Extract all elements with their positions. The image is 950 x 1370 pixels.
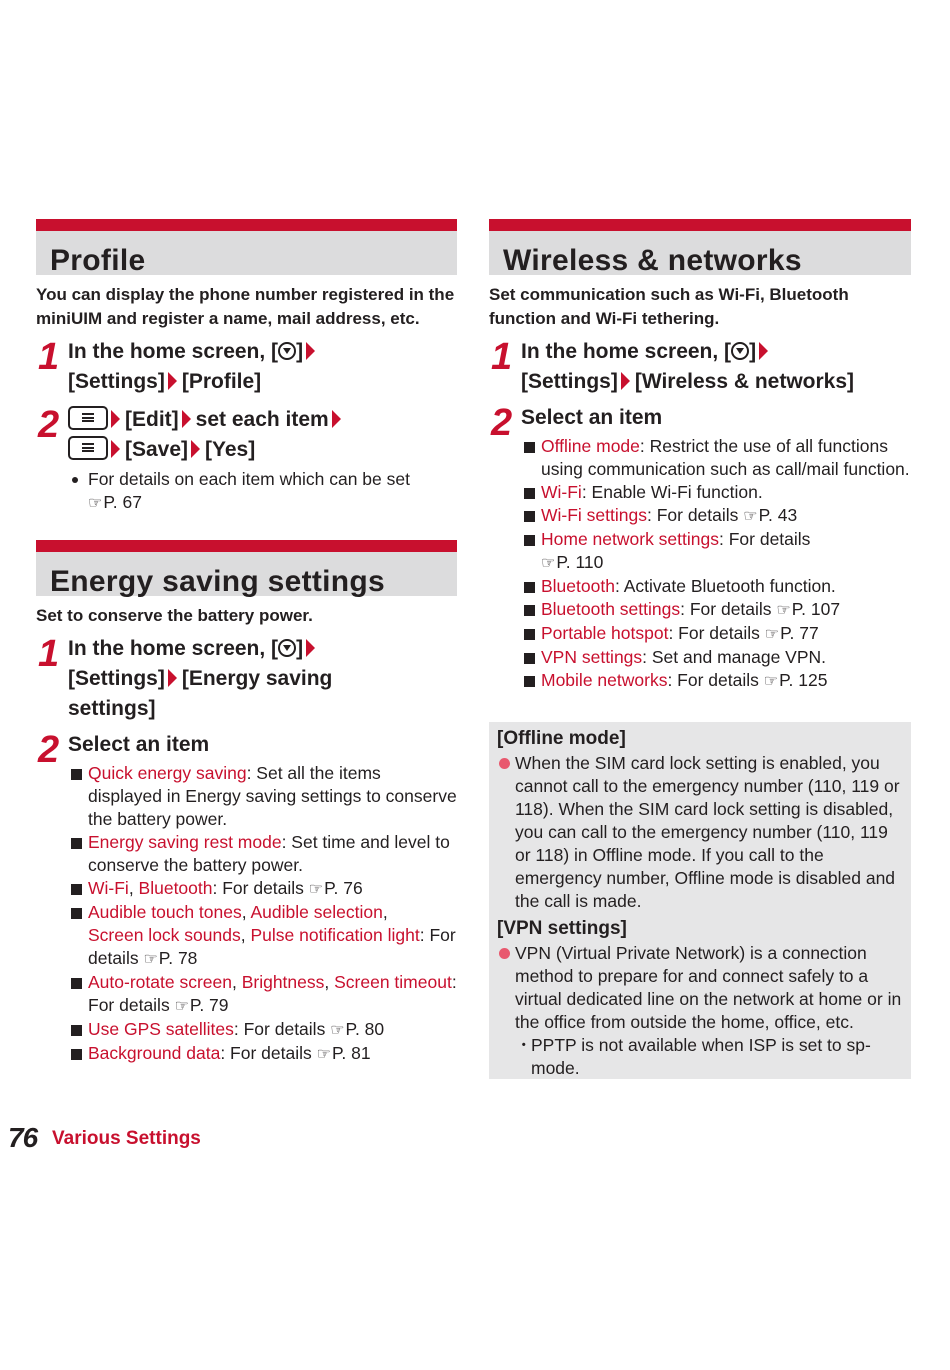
bullet-icon <box>499 948 510 959</box>
list-item: Background data: For details ☞P. 81 <box>68 1042 457 1066</box>
step-text: set each item <box>195 408 329 431</box>
step-text: [Settings] <box>68 370 165 393</box>
list-item: Use GPS satellites: For details ☞P. 80 <box>68 1018 457 1042</box>
wireless-step-1 <box>489 337 911 397</box>
arrow-icon <box>332 410 341 428</box>
arrow-icon <box>306 639 315 657</box>
profile-note: For details on each item which can be set ☞P. 67 <box>68 468 457 515</box>
wireless-intro: Set communication such as Wi-Fi, Bluetooth function and Wi-Fi tethering. <box>489 285 849 328</box>
step-text: Select an item <box>521 406 663 429</box>
arrow-icon <box>182 410 191 428</box>
square-bullet-icon <box>71 978 82 989</box>
profile-title: Profile <box>50 244 146 277</box>
list-item: Quick energy saving: Set all the items displayed in Energy saving settings to conserve the battery power. <box>68 762 457 831</box>
reference-icon: ☞ <box>763 673 779 690</box>
profile-intro: You can display the phone number registered in the miniUIM and register a name, mail address, etc. <box>36 285 455 328</box>
page-reference: P. 67 <box>103 492 142 512</box>
arrow-icon <box>621 372 630 390</box>
wireless-section-header <box>489 219 911 275</box>
menu-key-icon <box>68 436 108 460</box>
step-text: [Save] <box>125 438 189 461</box>
step-text: ] <box>296 340 304 363</box>
reference-icon: ☞ <box>330 1022 345 1039</box>
step-text: In the home screen, [ <box>68 637 279 660</box>
list-item: Mobile networks: For details ☞P. 125 <box>521 669 911 693</box>
arrow-icon <box>306 342 315 360</box>
list-item: Wi-Fi: Enable Wi-Fi function. <box>521 481 911 504</box>
reference-icon: ☞ <box>541 555 556 572</box>
square-bullet-icon <box>524 605 535 616</box>
menu-key-icon <box>68 406 108 430</box>
reference-icon: ☞ <box>308 881 324 898</box>
list-item: Bluetooth: Activate Bluetooth function. <box>521 575 911 598</box>
step-text: In the home screen, [ <box>521 340 732 363</box>
energy-intro: Set to conserve the battery power. <box>36 606 313 625</box>
profile-section-header <box>36 219 457 275</box>
page-number: 76 <box>8 1122 38 1153</box>
sub-bullet: ・ <box>515 1035 533 1055</box>
energy-title: Energy saving settings <box>50 565 386 598</box>
reference-icon: ☞ <box>743 508 758 525</box>
reference-icon: ☞ <box>174 998 189 1015</box>
wireless-title: Wireless & networks <box>503 244 802 277</box>
step-text: [Settings] <box>521 370 618 393</box>
wireless-item-list <box>521 435 911 693</box>
profile-step-2 <box>36 405 457 515</box>
step-number: 2 <box>491 402 513 444</box>
square-bullet-icon <box>524 653 535 664</box>
list-item: Bluetooth settings: For details ☞P. 107 <box>521 598 911 622</box>
step-number: 2 <box>38 404 60 446</box>
reference-icon: ☞ <box>764 626 780 643</box>
list-item: Home network settings: For details ☞P. 110 <box>521 528 911 575</box>
energy-step-2 <box>36 730 457 1066</box>
step-text: [Settings] <box>68 667 165 690</box>
list-item: VPN settings: Set and manage VPN. <box>521 646 911 669</box>
pptp-note: ・ PPTP is not available when ISP is set to sp-mode. <box>515 1035 871 1078</box>
square-bullet-icon <box>71 1025 82 1036</box>
step-text: [Profile] <box>181 370 262 393</box>
bullet-icon <box>72 477 78 483</box>
page-footer <box>8 1122 201 1154</box>
square-bullet-icon <box>524 488 535 499</box>
step-text: [Energy saving settings] <box>68 667 333 720</box>
reference-icon: ☞ <box>88 495 103 512</box>
list-item: Wi-Fi, Bluetooth: For details ☞P. 76 <box>68 877 457 901</box>
square-bullet-icon <box>524 676 535 687</box>
square-bullet-icon <box>71 1049 82 1060</box>
arrow-icon <box>111 440 120 458</box>
energy-step-1 <box>36 634 457 724</box>
step-text: ] <box>749 340 757 363</box>
square-bullet-icon <box>71 838 82 849</box>
list-item: Audible touch tones, Audible selection, Screen lock sounds, Pulse notification light: For details ☞P. 78 <box>68 901 457 971</box>
square-bullet-icon <box>524 511 535 522</box>
right-column <box>489 219 911 693</box>
step-number: 1 <box>38 633 60 675</box>
square-bullet-icon <box>524 629 535 640</box>
home-key-icon <box>278 639 296 657</box>
arrow-icon <box>191 440 200 458</box>
profile-step-1 <box>36 337 457 397</box>
left-column <box>36 219 457 1066</box>
step-text: [Yes] <box>205 438 256 461</box>
vpn-settings-note: VPN (Virtual Private Network) is a connection method to prepare for and connect safely to a virtual dedicated line on the network at home or in the office from outside the home, office, etc. <box>497 942 903 1034</box>
vpn-settings-heading: [VPN settings] <box>497 918 627 939</box>
step-text: [Wireless & networks] <box>634 370 855 393</box>
square-bullet-icon <box>524 582 535 593</box>
step-text: Select an item <box>68 733 210 756</box>
square-bullet-icon <box>524 535 535 546</box>
home-key-icon <box>278 342 296 360</box>
energy-section-header <box>36 540 457 596</box>
step-number: 2 <box>38 729 60 771</box>
arrow-icon <box>759 342 768 360</box>
offline-mode-heading: [Offline mode] <box>497 728 626 749</box>
bullet-icon <box>499 758 510 769</box>
square-bullet-icon <box>71 908 82 919</box>
step-text: In the home screen, [ <box>68 340 279 363</box>
square-bullet-icon <box>71 884 82 895</box>
square-bullet-icon <box>71 769 82 780</box>
wireless-step-2 <box>489 403 911 693</box>
step-number: 1 <box>38 336 60 378</box>
energy-item-list <box>68 762 457 1066</box>
arrow-icon <box>168 669 177 687</box>
arrow-icon <box>111 410 120 428</box>
list-item: Portable hotspot: For details ☞P. 77 <box>521 622 911 646</box>
chapter-title: Various Settings <box>52 1128 201 1149</box>
list-item: Offline mode: Restrict the use of all functions using communication such as call/mail function. <box>521 435 911 481</box>
list-item: Wi-Fi settings: For details ☞P. 43 <box>521 504 911 528</box>
reference-icon: ☞ <box>776 602 791 619</box>
list-item: Auto-rotate screen, Brightness, Screen timeout: For details ☞P. 79 <box>68 971 457 1018</box>
reference-icon: ☞ <box>143 951 158 968</box>
list-item: Energy saving rest mode: Set time and level to conserve the battery power. <box>68 831 457 877</box>
step-number: 1 <box>491 336 513 378</box>
reference-icon: ☞ <box>316 1046 331 1063</box>
step-text: ] <box>296 637 304 660</box>
step-text: [Edit] <box>125 408 179 431</box>
arrow-icon <box>168 372 177 390</box>
home-key-icon <box>731 342 749 360</box>
square-bullet-icon <box>524 442 535 453</box>
notes-box <box>489 722 911 1079</box>
offline-mode-note: When the SIM card lock setting is enabled, you cannot call to the emergency number (110, 119 or 118). When the SIM card lock setting is disabled, you can call to the emergency number (110, 119 or 118) in Offline mode. If you call to the emergency number, Offline mode is disabled and the call is made. <box>497 752 903 913</box>
